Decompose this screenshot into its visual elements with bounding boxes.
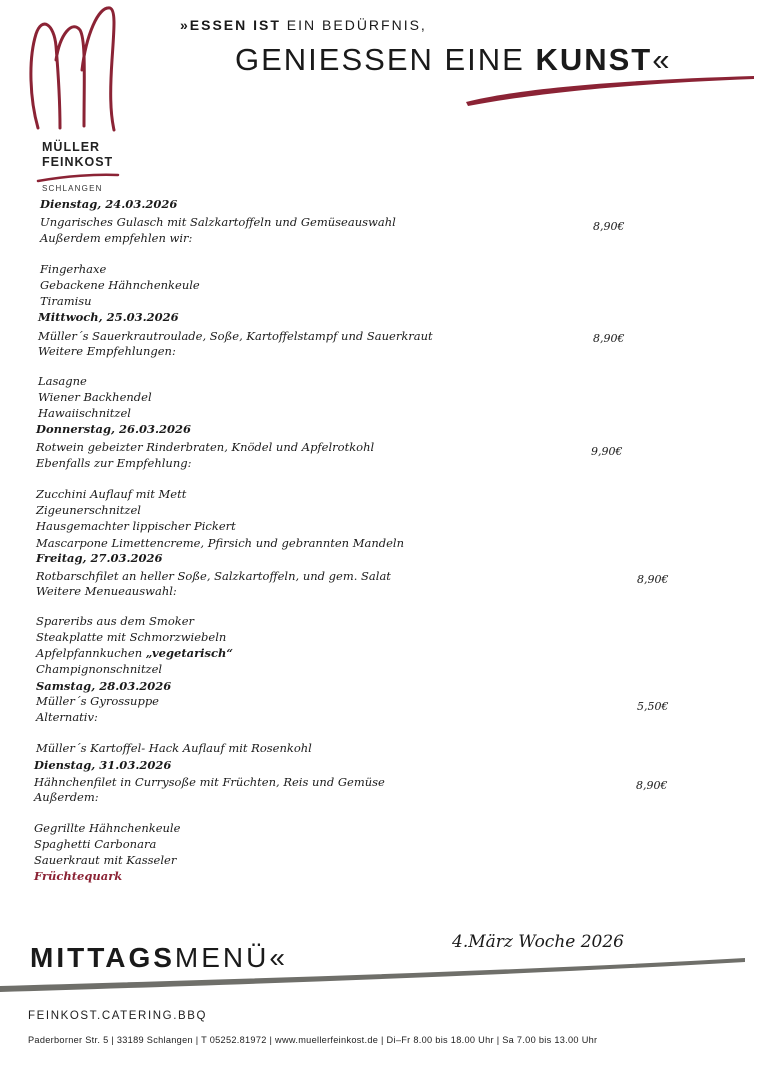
day-extra-item-text: Apfelpfannkuchen [36,646,143,660]
day-extra-item: Gegrillte Hähnchenkeule [34,821,181,835]
slogan-part1-bold: »ESSEN IST [180,17,281,33]
slogan-part1-rest: EIN BEDÜRFNIS, [280,17,427,33]
day-price: 8,90€ [593,220,625,233]
day-extra-item: Hausgemachter lippischer Pickert [36,519,236,533]
day-extra-item: Müller´s Kartoffel- Hack Auflauf mit Rosenkohl [36,741,312,755]
footer-contact-info: Paderborner Str. 5 | 33189 Schlangen | T 05252.81972 | www.muellerfeinkost.de | Di–Fr 8.00 bis 18.00 Uhr | Sa 7.00 bis 13.00 Uhr [28,1035,598,1045]
slogan-part2-bold: KUNST [535,42,653,77]
day-extra-item: Lasagne [38,374,87,388]
day-main-dish: Rotwein gebeizter Rinderbraten, Knödel und Apfelrotkohl [36,440,375,454]
day-date: Freitag, 27.03.2026 [36,551,163,565]
vegetarian-tag: „vegetarisch“ [145,646,234,660]
day-date: Donnerstag, 26.03.2026 [36,422,192,436]
day-extra-item: Champignonschnitzel [36,662,163,676]
slogan-part2-end: « [652,42,672,77]
day-date: Dienstag, 31.03.2026 [34,758,172,772]
day-extra-label: Weitere Menueauswahl: [36,584,177,598]
week-label: 4.März Woche 2026 [452,932,625,952]
day-main-dish: Hähnchenfilet in Currysoße mit Früchten, Reis und Gemüse [34,775,385,789]
brand-name-line2: FEINKOST [42,155,114,169]
day-price: 8,90€ [593,332,625,345]
day-extra-item: Spareribs aus dem Smoker [36,614,195,628]
day-date: Dienstag, 24.03.2026 [40,197,178,211]
day-main-dish: Müller´s Gyrossuppe [36,694,159,708]
day-extra-item: Sauerkraut mit Kasseler [34,853,177,867]
day-extra-item: Gebackene Hähnchenkeule [40,278,200,292]
day-price: 8,90€ [637,573,669,586]
day-extra-item [36,646,233,660]
day-extra-item: Mascarpone Limettencreme, Pfirsich und gebrannten Mandeln [36,536,405,550]
brand-city: SCHLANGEN [42,184,103,193]
day-main-dish: Ungarisches Gulasch mit Salzkartoffeln und Gemüseauswahl [40,215,396,229]
day-extra-item: Zigeunerschnitzel [36,503,141,517]
day-main-dish: Rotbarschfilet an heller Soße, Salzkartoffeln, und gem. Salat [36,569,391,583]
menu-title-bold: MITTAGS [30,942,175,973]
day-main-dish: Müller´s Sauerkrautroulade, Soße, Kartoffelstampf und Sauerkraut [38,329,433,343]
brand-name-line1: MÜLLER [42,140,101,154]
day-date: Samstag, 28.03.2026 [36,679,172,693]
day-extra-label: Weitere Empfehlungen: [38,344,176,358]
day-extra-item: Fingerhaxe [40,262,107,276]
footer-tagline: FEINKOST.CATERING.BBQ [28,1010,208,1022]
day-price: 9,90€ [591,445,623,458]
day-price: 8,90€ [636,779,668,792]
day-extra-item: Zucchini Auflauf mit Mett [36,487,187,501]
day-extra-label: Außerdem empfehlen wir: [40,231,193,245]
day-price: 5,50€ [637,700,669,713]
menu-title-rest: MENÜ« [174,942,288,973]
footer-brush-stroke-icon [0,948,757,998]
day-extra-label: Außerdem: [34,790,99,804]
day-date: Mittwoch, 25.03.2026 [38,310,179,324]
day-extra-item-highlight: Früchtequark [34,869,123,883]
day-extra-label: Ebenfalls zur Empfehlung: [36,456,192,470]
day-extra-item: Wiener Backhendel [38,390,152,404]
day-extra-item: Spaghetti Carbonara [34,837,157,851]
day-extra-item: Hawaiischnitzel [38,406,131,420]
day-extra-label: Alternativ: [36,710,98,724]
day-extra-item: Tiramisu [40,294,92,308]
day-extra-item: Steakplatte mit Schmorzwiebeln [36,630,227,644]
slogan-part2-rest: GENIESSEN EINE [235,42,536,77]
